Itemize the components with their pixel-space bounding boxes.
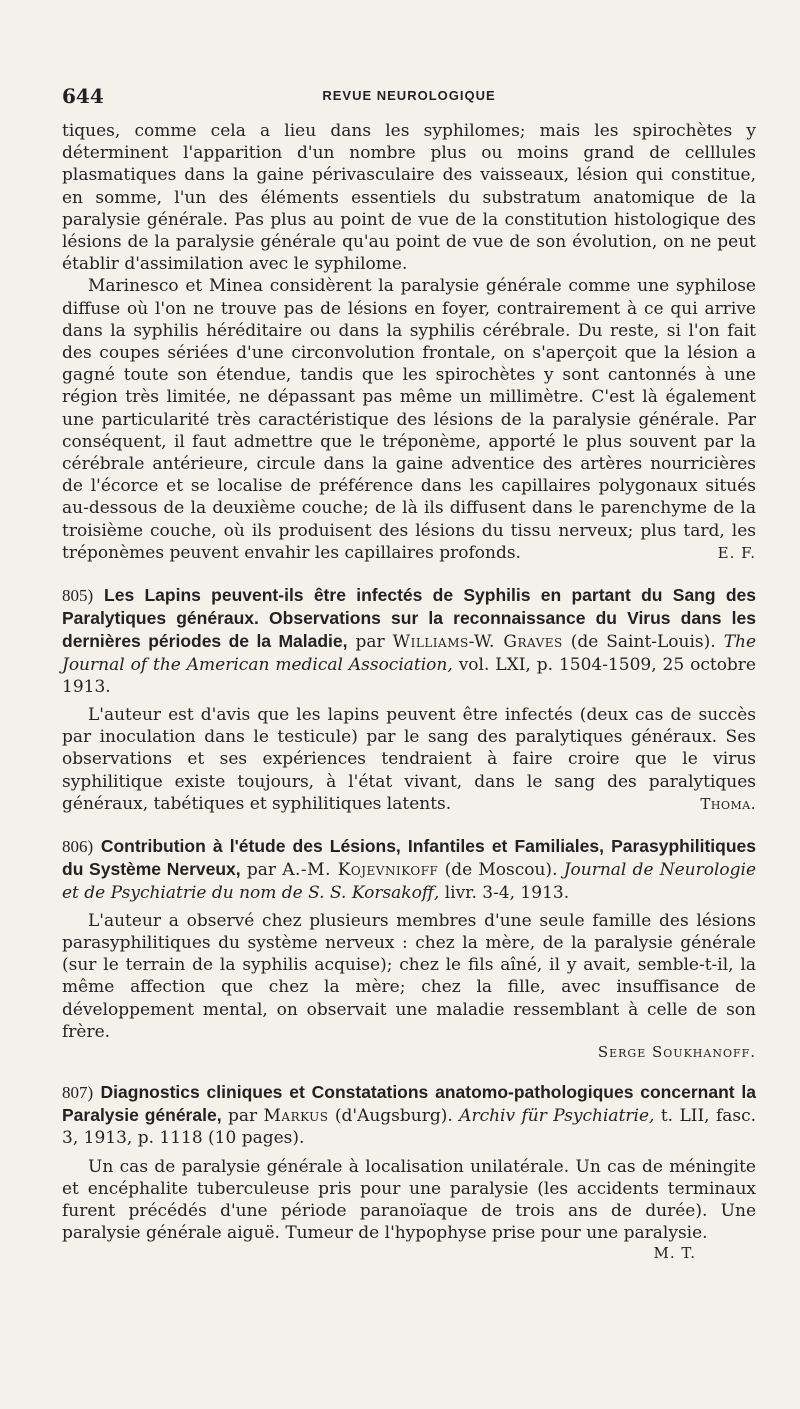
page-header xyxy=(62,84,756,110)
abstract-entry-805 xyxy=(62,584,756,815)
intro-signature: E. F. xyxy=(717,543,756,562)
entry-reference: livr. 3-4, 1913. xyxy=(444,882,570,903)
entry-author: Markus xyxy=(263,1106,329,1127)
entry-reference: vol. LXI, p. 1504-1509, 25 octobre 1913. xyxy=(62,654,756,697)
entry-heading xyxy=(62,584,756,698)
entry-title: Contribution à l'étude des Lésions, Infantiles et Familiales, Parasyphilitiques du Système Nerveux, xyxy=(62,836,756,880)
entry-heading xyxy=(62,835,756,904)
entry-title: Diagnostics cliniques et Constatations anatomo-pathologiques concernant la Paralysie générale, xyxy=(62,1081,757,1126)
entry-by: par xyxy=(355,632,385,653)
entry-journal: Archiv für Psychiatrie, xyxy=(459,1106,655,1127)
entry-body: L'auteur a observé chez plusieurs membres d'une seule famille des lésions parasyphilitiques du système nerveux : chez la mère, de la paralysie générale (sur le terrain de la syphilis acquise); chez le fils aîné, il y avait, semble-t-il, la même affection que chez la mère; chez la fille, avec insuffisance de développement mental, on observait une maladie ressemblant à celle de son frère. xyxy=(62,910,756,1042)
page-number: 644 xyxy=(62,84,104,108)
entry-title: Les Lapins peuvent-ils être infectés de Syphilis en partant du Sang des Paralytiques généraux. Observations sur la reconnaissance du Virus dans les dernières périodes de la Maladie, xyxy=(62,585,757,652)
entry-journal: Journal de Neurologie et de Psychiatrie du nom de S. S. Korsakoff, xyxy=(62,860,757,903)
entry-by: par xyxy=(227,1106,258,1127)
entry-author-location: (d'Augsburg). xyxy=(334,1106,453,1127)
entry-signature: Thoma. xyxy=(700,794,756,813)
running-head: REVUE NEUROLOGIQUE xyxy=(322,88,496,103)
entry-author-location: (de Moscou). xyxy=(444,860,558,881)
entry-number: 807) xyxy=(62,1082,94,1102)
entry-author-location: (de Saint-Louis). xyxy=(570,632,716,653)
entry-signature: Serge Soukhanoff. xyxy=(597,1042,756,1061)
entry-body xyxy=(62,704,756,815)
entry-journal: The Journal of the American medical Association, xyxy=(62,632,757,675)
abstract-entry-807 xyxy=(62,1081,756,1262)
abstract-entry-806 xyxy=(62,835,756,1061)
entry-body-text: L'auteur est d'avis que les lapins peuvent être infectés (deux cas de succès par inoculation dans le testicule) par le sang des paralytiques généraux. Ses observations et ses expériences tendraient à faire croire que le virus syphilitique existe toujours, à l'état vivant, dans le sang des paralytiques généraux, tabétiques et syphilitiques latents. xyxy=(62,705,756,814)
entry-heading xyxy=(62,1081,756,1150)
entry-by: par xyxy=(246,860,277,881)
intro-paragraph-2 xyxy=(62,275,756,564)
entry-number: 805) xyxy=(62,586,94,606)
entry-author: A.-M. Kojevnikoff xyxy=(282,860,439,881)
entry-reference: t. LII, fasc. 3, 1913, p. 1118 (10 pages). xyxy=(62,1106,757,1149)
document-page xyxy=(62,84,756,1262)
entry-author: Williams-W. Graves xyxy=(392,632,563,653)
entry-signature: M. T. xyxy=(653,1244,696,1263)
entry-body: Un cas de paralysie générale à localisation unilatérale. Un cas de méningite et encéphalite tuberculeuse pris pour une paralysie (les accidents terminaux furent précédés d'une période paranoïaque de trois ans de durée). Une paralysie générale aiguë. Tumeur de l'hypophyse prise pour une paralysie. xyxy=(62,1156,756,1244)
intro-paragraph-2-text: Marinesco et Minea considèrent la paralysie générale comme une syphilose diffuse où l'on ne trouve pas de lésions en foyer, contrairement à ce qui arrive dans la syphilis héréditaire ou dans la syphilis cérébrale. Du reste, si l'on fait des coupes sériées d'une circonvolution frontale, on s'aperçoit que la lésion a gagné toute son étendue, tandis que les spirochètes y sont cantonnés à une région très limitée, ne dépassant pas même un millimètre. C'est là également une particularité très caractéristique des lésions de la paralysie générale. Par conséquent, il faut admettre que le tréponème, apporté le plus souvent par la cérébrale antérieure, circule dans la gaine adventice des artères nourricières de l'écorce et se localise de préférence dans les capillaires polygonaux situés au-dessous de la deuxième couche; de là ils diffusent dans le parenchyme de la troisième couche, où ils produisent des lésions du tissu nerveux; plus tard, les tréponèmes peuvent envahir les capillaires profonds. xyxy=(62,276,756,563)
entry-number: 806) xyxy=(62,837,94,857)
intro-paragraph-1: tiques, comme cela a lieu dans les syphilomes; mais les spirochètes y déterminent l'apparition d'un nombre plus ou moins grand de celllules plasmatiques dans la gaine périvasculaire des vaisseaux, lésion qui constitue, en somme, l'un des éléments essentiels du substratum anatomique de la paralysie générale. Pas plus au point de vue de la constitution histologique des lésions de la paralysie générale qu'au point de vue de son évolution, on ne peut établir d'assimilation avec le syphilome. xyxy=(62,121,756,275)
